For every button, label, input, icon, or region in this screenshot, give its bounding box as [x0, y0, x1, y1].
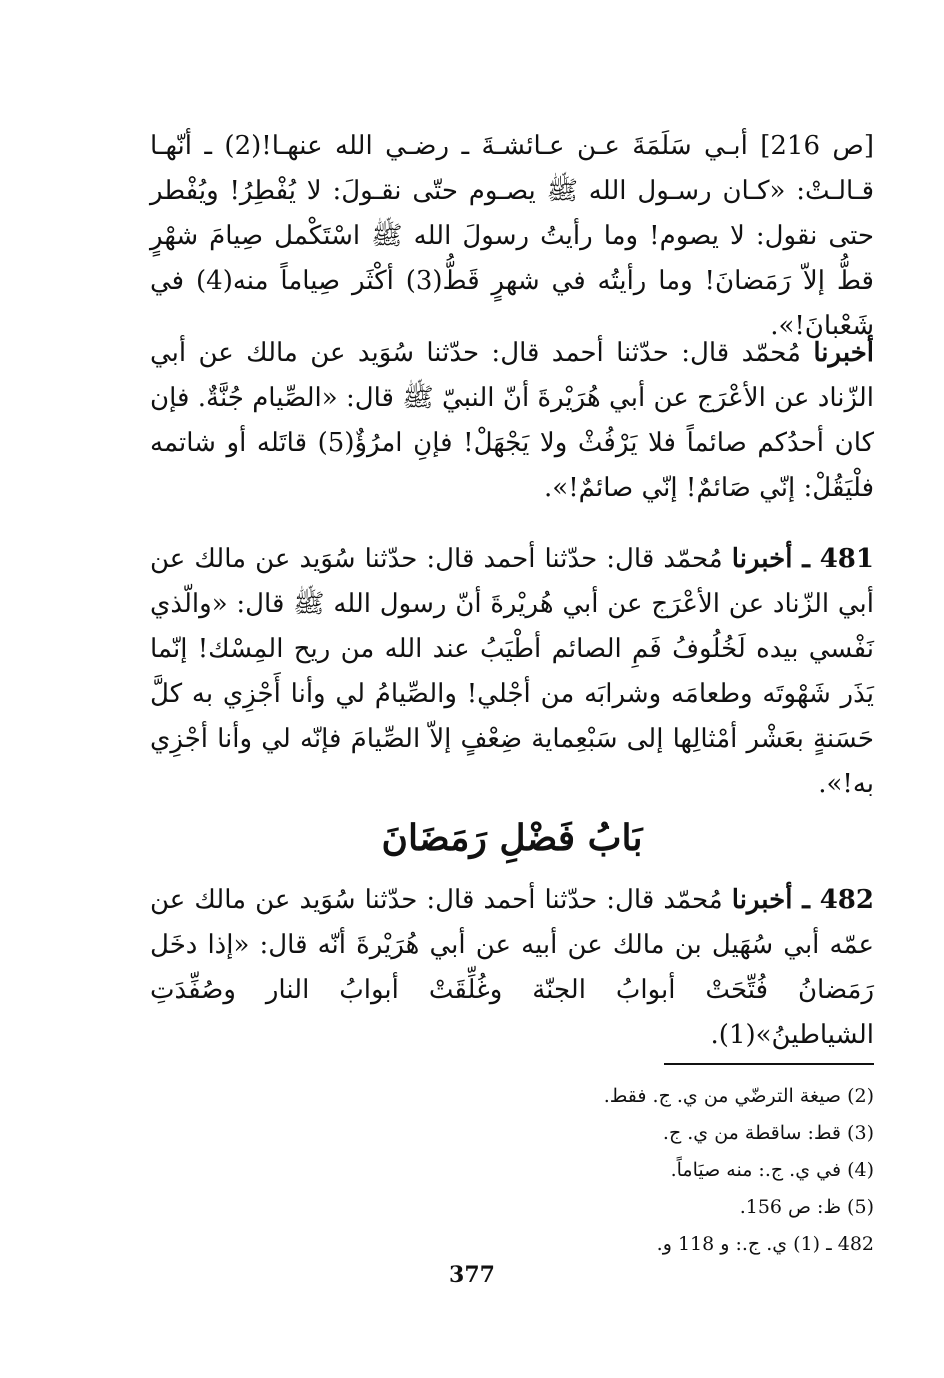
paragraph-text: مُحمّد قال: حدّثنا أحمد قال: حدّثنا سُوَيد عن مالك عن أبي الزّناد عن الأعْرَج عن أبي هُريْرةَ أنّ رسول الله ﷺ قال: «والّذي نَفْسي بيده لَخُلُوفُ فَمِ الصائم أطْيَبُ عند الله من ريح المِسْك! إنّما يَذَر شَهْوتَه وطعامَه وشرابَه من أجْلي! والصِّيامُ لي وأنا أَجْزِي به كلَّ حَسَنةٍ بعَشْر أمْثالِها إلى سَبْعِماية ضِعْفٍ إلاّ الصِّيامَ فإنّه لي وأنا أجْزِي به!». [150, 544, 874, 799]
hadith-number: 482 ـ أخبرنا [731, 885, 874, 915]
footnote-item: (5) ظ: ص 156. [739, 1196, 874, 1218]
paragraph-text: مُحمّد قال: حدّثنا أحمد قال: حدّثنا سُوَيد عن مالك عن عمّه أبي سُهَيل بن مالك عن أبيه عن أبي هُرَيْرةَ أنّه قال: «إذا دخَل رَمَضانُ فُتِّحَتْ أبوابُ الجنّة وغُلِّقَتْ أبوابُ النار وصُفِّدَتِ الشياطينُ»(1). [150, 885, 874, 1050]
paragraph-body [150, 878, 874, 1058]
paragraph-text: [ص 216] أبـي سَلَمَةَ عـن عـائشـةَ ـ رضـي الله عنهـا!(2) ـ أنّهـا قـالـتْ: «كـان رسـول الله ﷺ يصـوم حتّى نقـولَ: لا يُفْطِرُ! ويُفْطر حتى نقول: لا يصوم! وما رأيتُ رسولَ الله ﷺ اسْتَكْمل صِيامَ شهْرٍ قطُّ إلاّ رَمَضانَ! وما رأيتُه في شهرٍ قَطُّ(3) أكْثَر صِياماً منه(4) في شَعْبانَ!». [150, 131, 874, 341]
paragraph-hadith-481 [150, 537, 874, 807]
paragraph-continuation [150, 124, 874, 349]
footnotes [400, 1078, 874, 1263]
footnote-divider [664, 1063, 874, 1065]
page-number: 377 [449, 1262, 495, 1288]
footnote-item: 482 ـ (1) ي. ج.: و 118 و. [656, 1233, 874, 1255]
footnote-item: (4) في ي. ج.: منه صيَاماً. [670, 1159, 874, 1181]
chapter-heading: بَابُ فَضْلِ رَمَضَانَ [381, 817, 643, 859]
footnote-item: (2) صيغة الترضّي من ي. ج. فقط. [603, 1085, 874, 1107]
footnote-item: (3) قط: ساقطة من ي. ج. [662, 1122, 874, 1144]
paragraph-text: مُحمّد قال: حدّثنا أحمد قال: حدّثنا سُوَيد عن مالك عن أبي الزّناد عن الأعْرَج عن أبي هُرَيْرةَ أنّ النبيّ ﷺ قال: «الصِّيام جُنَّةٌ. فإن كان أحدُكم صائماً فلا يَرْفُثْ ولا يَجْهَلْ! فإنِ امرُؤٌ(5) قاتَله أو شاتمه فلْيَقُلْ: إنّي صَائمٌ! إنّي صائمٌ!». [150, 338, 874, 503]
paragraph-body [150, 537, 874, 807]
paragraph-body [150, 331, 874, 511]
hadith-number: 481 ـ أخبرنا [731, 544, 874, 574]
paragraph-hadith-fasting-shield [150, 331, 874, 511]
paragraph-hadith-482 [150, 878, 874, 1058]
hadith-lead: أخبرنا [813, 338, 874, 368]
